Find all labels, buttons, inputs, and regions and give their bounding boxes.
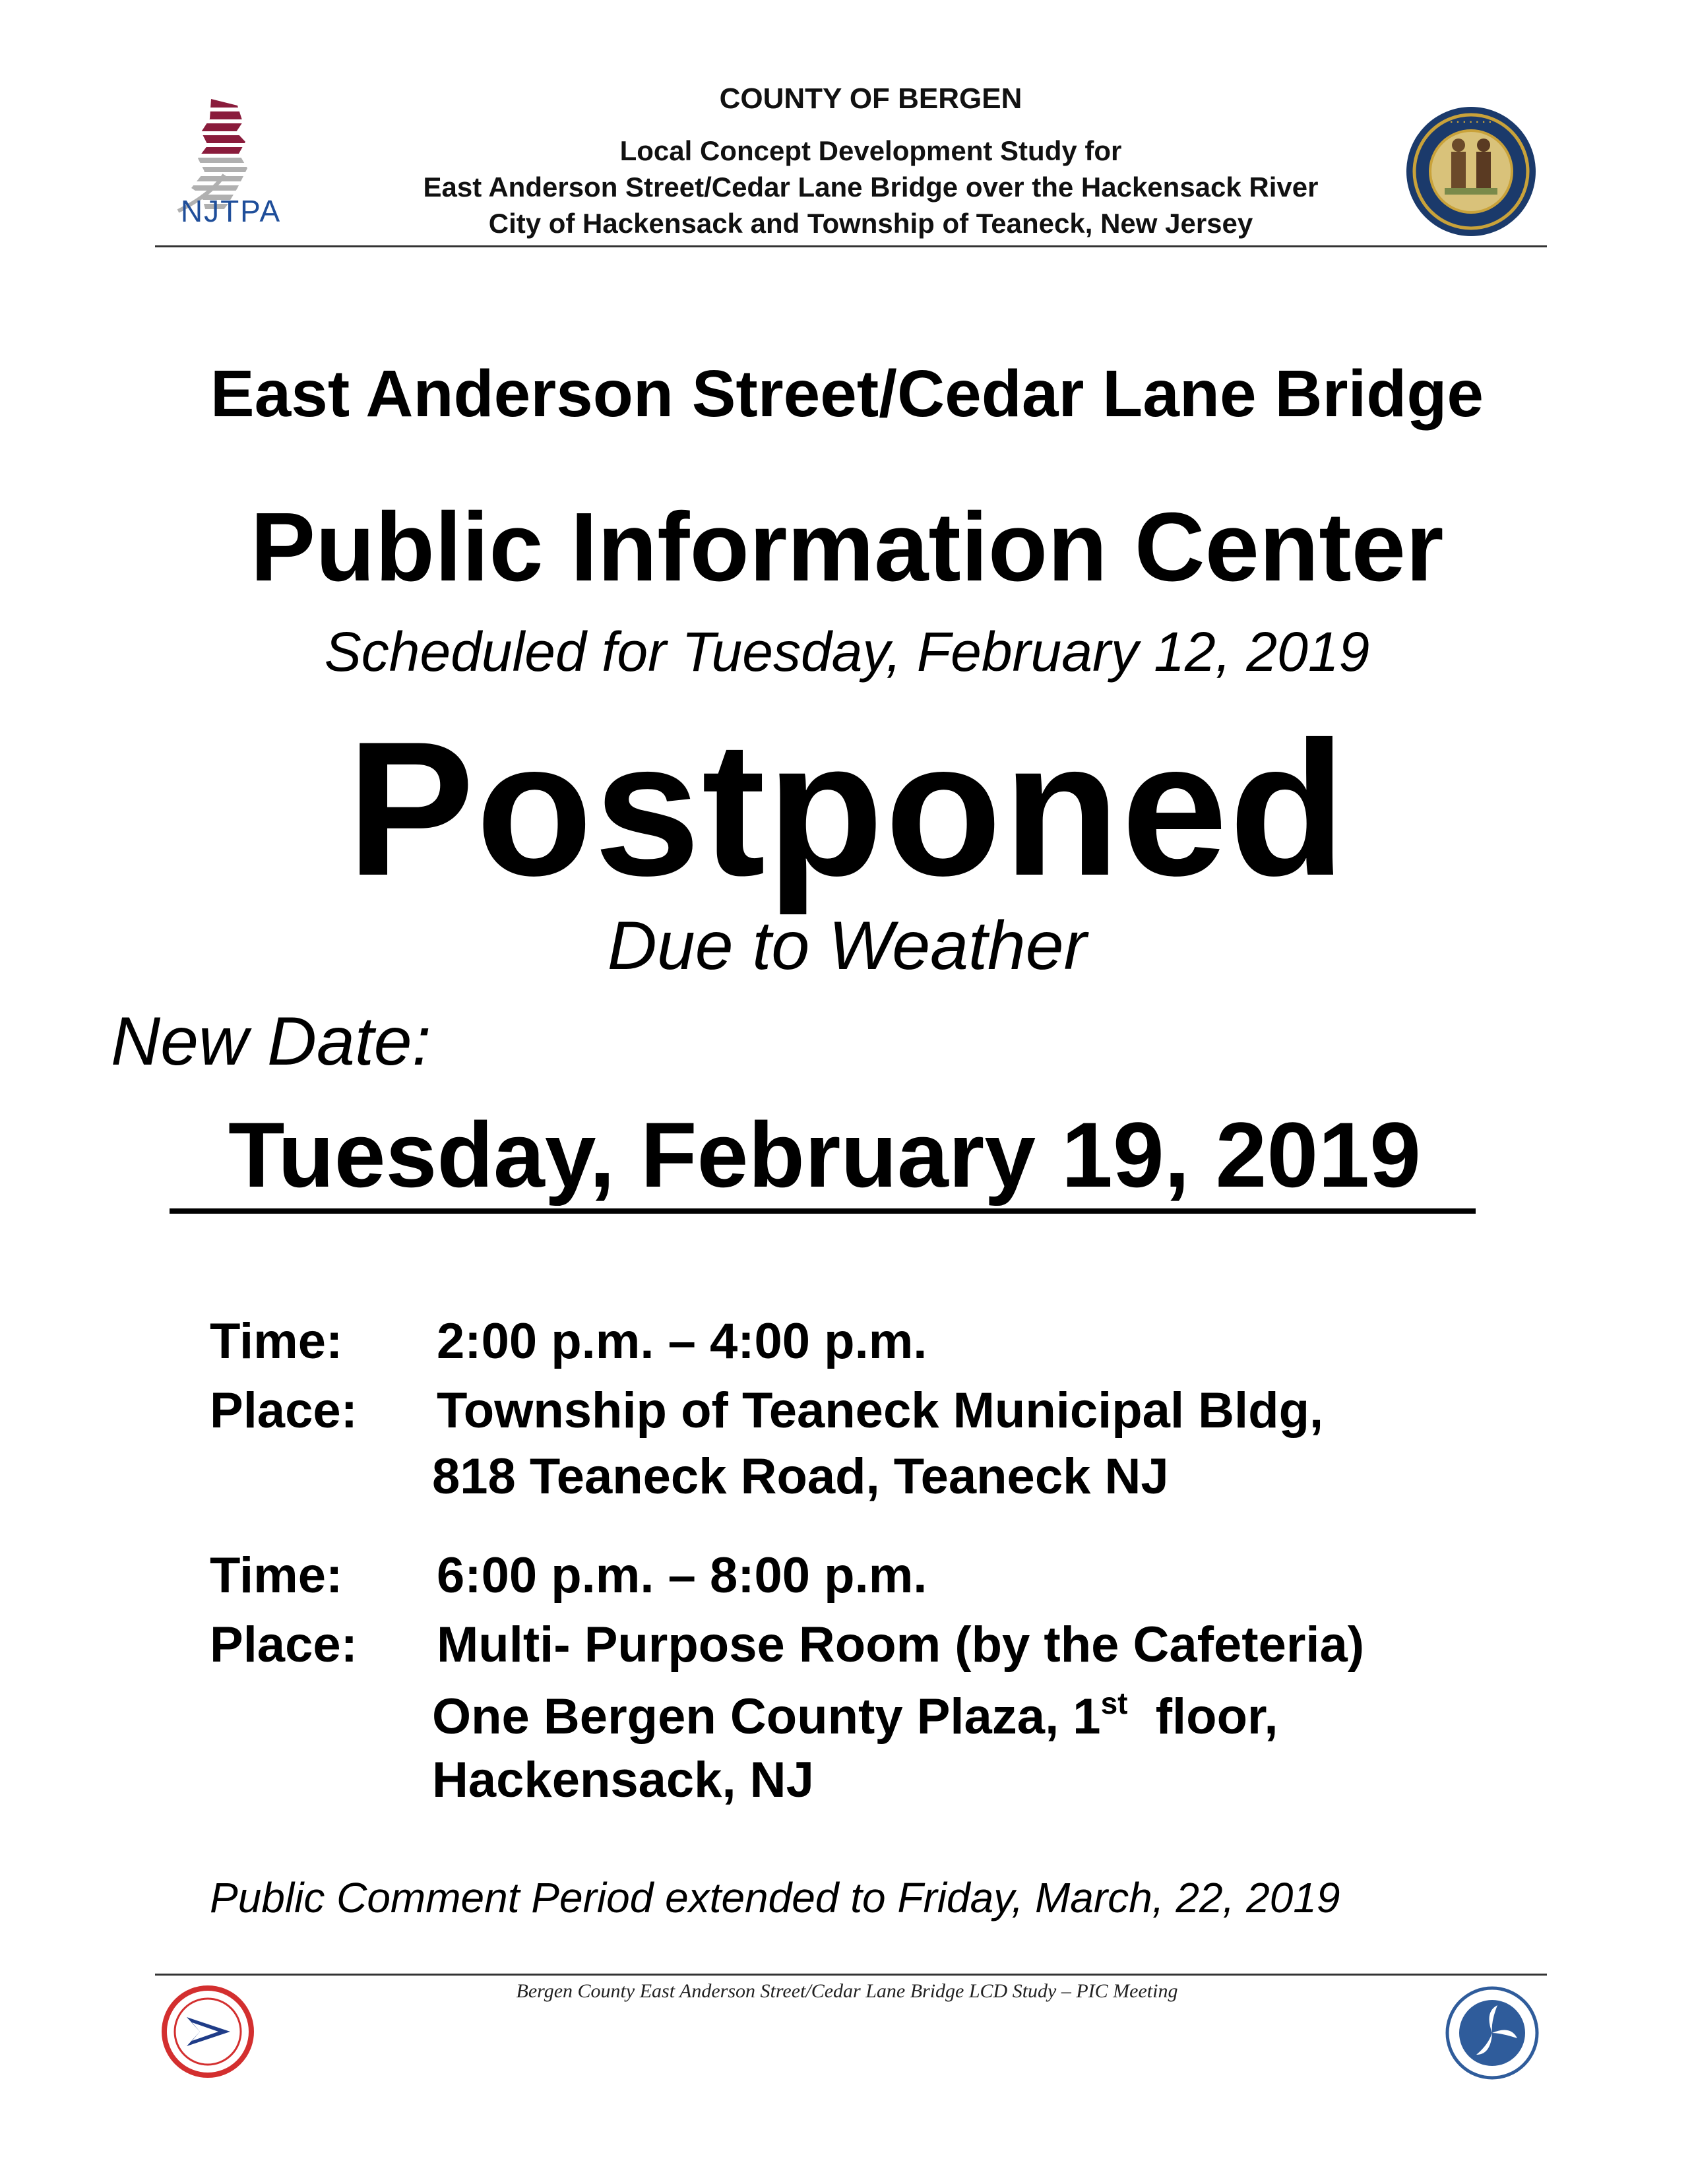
county-seal-icon (1405, 106, 1537, 237)
session1-place-line1: Township of Teaneck Municipal Bldg, (437, 1383, 1324, 1439)
session2-place-line1: Multi- Purpose Room (by the Cafeteria) (437, 1617, 1365, 1673)
svg-text:· · · · · · ·: · · · · · · · (1450, 117, 1492, 128)
postpone-reason: Due to Weather (607, 908, 1087, 984)
new-date: Tuesday, February 19, 2019 (228, 1103, 1421, 1206)
session1-place-line2: 818 Teaneck Road, Teaneck NJ (432, 1449, 1169, 1505)
nj-dot-logo (162, 1985, 254, 2078)
session1-time: 2:00 p.m. – 4:00 p.m. (437, 1313, 927, 1369)
session1-time-label: Time: (210, 1313, 343, 1369)
usdot-logo (1445, 1985, 1540, 2081)
njtpa-logo (165, 96, 297, 234)
comment-period: Public Comment Period extended to Friday, March, 22, 2019 (210, 1874, 1340, 1921)
bridge-title: East Anderson Street/Cedar Lane Bridge (210, 357, 1484, 431)
footer-divider (155, 1974, 1547, 1976)
njtpa-logo-text: NJTPA (180, 194, 282, 228)
event-title: Public Information Center (250, 493, 1444, 602)
bergen-county-seal (1405, 106, 1537, 237)
session1-place-label: Place: (210, 1383, 358, 1439)
session2-place-line2-b: floor, (1127, 1689, 1278, 1745)
new-date-underline (170, 1208, 1476, 1214)
session2-place-line2-a: One Bergen County Plaza, 1 (432, 1689, 1101, 1745)
session2-place-line3: Hackensack, NJ (432, 1752, 814, 1808)
header-location: City of Hackensack and Township of Teaneck, New Jersey (488, 208, 1253, 239)
ordinal-suffix: st (1100, 1686, 1128, 1720)
status-postponed: Postponed (346, 702, 1348, 916)
nj-dot-icon (162, 1985, 254, 2078)
footer-text: Bergen County East Anderson Street/Cedar Lane Bridge LCD Study – PIC Meeting (516, 1980, 1178, 2002)
session2-place-line2 (432, 1685, 1278, 1745)
session2-time: 6:00 p.m. – 8:00 p.m. (437, 1547, 927, 1604)
session2-time-label: Time: (210, 1547, 343, 1604)
header-study: Local Concept Development Study for (619, 135, 1122, 166)
header-divider (155, 245, 1547, 247)
session2-place-label: Place: (210, 1617, 358, 1673)
usdot-seal-icon (1445, 1985, 1540, 2081)
scheduled-date: Scheduled for Tuesday, February 12, 2019 (324, 621, 1370, 683)
new-date-label: New Date: (111, 1003, 431, 1080)
header-county: COUNTY OF BERGEN (719, 82, 1022, 115)
header-project: East Anderson Street/Cedar Lane Bridge over the Hackensack River (423, 172, 1319, 203)
